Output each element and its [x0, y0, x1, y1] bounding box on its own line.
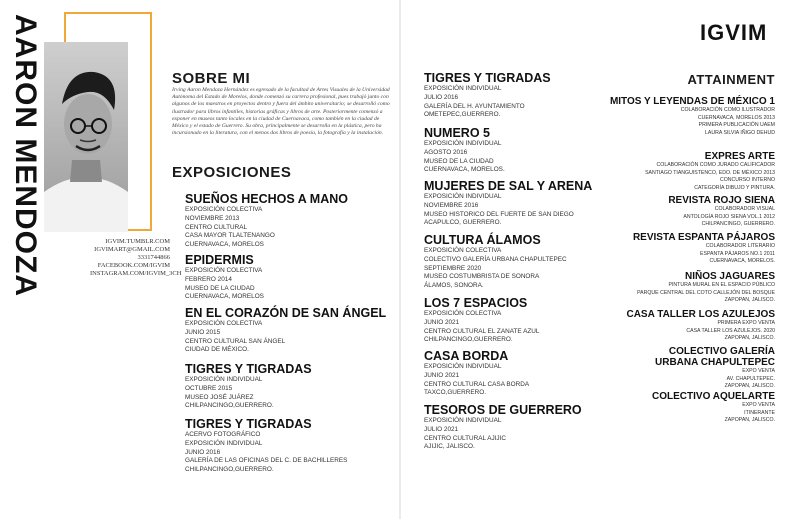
attainment-item: [590, 271, 775, 305]
attainment-detail: CHILPANCINGO, GUERRERO.: [701, 221, 775, 228]
exhibition-detail: GALERÍA DEL H. AYUNTAMIENTO: [424, 102, 525, 110]
exhibition-item: [185, 417, 410, 475]
attainment-detail: ANTOLOGÍA ROJO SIENA VOL.1 2012: [683, 213, 775, 220]
exhibition-detail: JUNIO 2015: [185, 328, 221, 336]
contact-email[interactable]: IGVIMART@GMAIL.COM: [94, 246, 170, 253]
about-bio: Irving Aaron Mendoza Hernández es egresado de la facultad de Artes Visuales de la Universidad Autónoma del Estado de Morelos, donde comenzó su carrera profesional, pues trabajó junto con algunos de los maestros en proyectos dentro y fuera del ámbito universitario; se desarrolló como ilustrador para libros infantiles, historias gráficas y libros de arte. Posteriormente comenzó a exponer en museos tanto locales en la ciudad de Cuernavaca, como también en la ciudad de México y el estado de Guerrero. Su obra, principalmente se desarrolla en la plástica, pero ha incursionado en la literatura, con el menos dos libros de poesía, la fotografía y la instalación.: [172, 87, 390, 137]
exhibition-detail: CUERNAVACA, MORELOS.: [424, 166, 505, 174]
contact-phone: 3331744866: [137, 254, 170, 261]
attainment-detail: SANTIAGO TIANGUISTENCO, EDO. DE MÉXICO 2013: [645, 169, 775, 176]
attainment-item: [640, 346, 775, 391]
attainment-item: [590, 151, 775, 192]
exhibition-title: CULTURA ÁLAMOS: [424, 233, 541, 247]
attainment-detail: PRIMERA EXPO VENTA: [717, 320, 775, 326]
attainment-detail: LAURA SILVIA IÑIGO DEHUD: [705, 129, 775, 136]
attainment-title: MITOS Y LEYENDAS DE MÉXICO 1: [609, 96, 775, 107]
attainment-detail: COLABORACIÓN COMO ILUSTRADOR: [680, 107, 775, 113]
exhibition-detail: OMETEPEC,GUERRERO.: [424, 111, 501, 119]
exhibition-detail: COLECTIVO GALERÍA URBANA CHAPULTEPEC: [424, 255, 567, 263]
exhibition-detail: NOVIEMBRE 2016: [424, 201, 479, 209]
exhibition-detail: EXPOSICIÓN INDIVIDUAL: [424, 417, 502, 424]
attainment-title: REVISTA ROJO SIENA: [668, 195, 775, 206]
exhibition-detail: JUNIO 2021: [424, 371, 460, 379]
attainment-detail: PARQUE CENTRAL DEL COTO CALLEJÓN DEL BOSQUE: [637, 289, 775, 296]
exhibition-title: SUEÑOS HECHOS A MANO: [185, 192, 348, 206]
attainment-detail: CUERNAVACA, MORELOS.: [709, 258, 775, 265]
brand-title: IGVIM: [700, 20, 768, 45]
attainment-detail: EXPO VENTA: [742, 368, 775, 374]
exhibition-item: [185, 253, 410, 302]
exhibition-title: EPIDERMIS: [185, 253, 254, 267]
exhibition-detail: CENTRO CULTURAL CASA BORDA: [424, 380, 530, 388]
exhibition-title: EN EL CORAZÓN DE SAN ÁNGEL: [185, 306, 387, 320]
exhibition-detail: EXPOSICIÓN COLECTIVA: [185, 206, 263, 213]
exhibition-detail: EXPOSICIÓN INDIVIDUAL: [185, 439, 263, 447]
exhibition-detail: GALERÍA DE LAS OFICINAS DEL C. DE BACHILLERES: [185, 457, 348, 465]
exhibition-detail: EXPOSICIÓN COLECTIVA: [185, 267, 263, 274]
exhibition-detail: CUERNAVACA, MORELOS: [185, 293, 264, 301]
exhibition-detail: CUERNAVACA, MORELOS: [185, 241, 264, 249]
attainment-detail: AV. CHAPULTEPEC.: [726, 375, 775, 382]
about-heading: SOBRE MI: [172, 70, 251, 87]
attainment-item: [590, 232, 775, 266]
attainment-item: [590, 309, 775, 343]
exhibition-title: TIGRES Y TIGRADAS: [424, 71, 551, 85]
exhibition-item: [185, 306, 410, 355]
exhibition-detail: EXPOSICIÓN INDIVIDUAL: [185, 376, 263, 383]
exhibition-detail: JULIO 2016: [424, 93, 459, 101]
attainment-detail: ESPANTA PÁJAROS NO.1 2011: [700, 250, 775, 257]
exhibitions-heading: EXPOSICIONES: [172, 164, 292, 181]
exhibition-detail: MUSEO COSTUMBRISTA DE SONORA: [424, 273, 540, 281]
exhibition-detail: CENTRO CULTURAL: [185, 223, 248, 231]
attainment-detail: COLABORADOR VISUAL: [714, 206, 775, 212]
exhibition-detail: JULIO 2021: [424, 425, 459, 433]
attainment-detail: ZAPOPAN, JALISCO.: [724, 297, 775, 304]
attainment-title: REVISTA ESPANTA PÁJAROS: [632, 232, 775, 243]
exhibition-title: TIGRES Y TIGRADAS: [185, 362, 312, 376]
author-name: AARON MENDOZA: [9, 14, 42, 297]
exhibition-item: [185, 362, 410, 411]
exhibition-detail: CIUDAD DE MÉXICO.: [185, 346, 249, 354]
exhibition-detail: EXPOSICIÓN INDIVIDUAL: [424, 193, 502, 200]
exhibition-detail: MUSEO HISTORICO DEL FUERTE DE SAN DIEGO: [424, 210, 574, 218]
exhibition-detail: EXPOSICIÓN INDIVIDUAL: [424, 363, 502, 370]
attainment-detail: CUERNAVACA, MORELOS 2013: [697, 114, 775, 121]
contact-list: [90, 238, 182, 278]
attainment-detail: PRIMERA PUBLICACIÓN UAEM: [698, 122, 775, 129]
exhibition-title: MUJERES DE SAL Y ARENA: [424, 179, 593, 193]
exhibition-detail: EXPOSICIÓN COLECTIVA: [424, 247, 502, 254]
attainment-heading: ATTAINMENT: [687, 72, 775, 87]
exhibition-detail: AGOSTO 2016: [424, 148, 468, 156]
exhibition-detail: CHILPANCINGO,GUERRERO.: [185, 466, 274, 474]
exhibition-detail: EXPOSICIÓN INDIVIDUAL: [424, 85, 502, 92]
attainment-detail: CASA TALLER LOS AZULEJOS. 2020: [686, 327, 775, 334]
author-name-vertical: [6, 14, 44, 297]
exhibition-detail: MUSEO DE LA CIUDAD: [185, 284, 255, 292]
exhibition-detail: EXPOSICIÓN COLECTIVA: [424, 310, 502, 317]
attainment-detail: ZAPOPAN, JALISCO.: [724, 335, 775, 342]
exhibition-detail: SEPTIEMBRE 2020: [424, 264, 482, 272]
attainment-title: CASA TALLER LOS AZULEJOS: [626, 309, 775, 320]
attainment-detail: CONCURSO INTERNO: [719, 177, 775, 184]
attainment-detail: CATEGORÍA DIBUJO Y PINTURA.: [694, 184, 775, 191]
portrait-illustration: [44, 42, 128, 232]
exhibition-detail: OCTUBRE 2015: [185, 384, 233, 392]
attainment-title: COLECTIVO AQUELARTE: [652, 391, 775, 402]
exhibition-item: [185, 192, 410, 250]
exhibition-detail: CASA MAYOR TLALTENANGO: [185, 232, 275, 240]
exhibition-detail: EXPOSICIÓN COLECTIVA: [185, 320, 263, 327]
attainment-title: COLECTIVO GALERÍA URBANA CHAPULTEPEC: [655, 346, 775, 368]
attainment-title: EXPRES ARTE: [704, 151, 775, 162]
exhibition-detail: JUNIO 2016: [185, 448, 221, 456]
attainment-detail: EXPO VENTA: [742, 402, 775, 408]
exhibition-detail: MUSEO DE LA CIUDAD: [424, 157, 494, 165]
attainment-detail: COLABORADOR LITERARIO: [705, 243, 775, 249]
exhibition-detail: CENTRO CULTURAL AJIJIC: [424, 434, 507, 442]
exhibition-detail: CENTRO CULTURAL SAN ÁNGEL: [185, 337, 286, 345]
contact-tumblr[interactable]: IGVIM.TUMBLR.COM: [105, 238, 170, 245]
attainment-detail: ZAPOPAN, JALISCO.: [724, 417, 775, 424]
attainment-detail: ITINERANTE: [744, 409, 775, 416]
exhibition-detail: ACERVO FOTOGRÁFICO: [185, 431, 261, 438]
attainment-item: [590, 195, 775, 229]
exhibition-detail: ACAPULCO, GUERRERO.: [424, 219, 502, 227]
exhibition-detail: CENTRO CULTURAL EL ZANATE AZUL: [424, 327, 540, 335]
exhibition-detail: AJIJIC, JALISCO.: [424, 443, 475, 451]
exhibition-detail: MUSEO JOSÉ JUÁREZ: [185, 393, 254, 401]
exhibition-detail: JUNIO 2021: [424, 318, 460, 326]
contact-facebook[interactable]: FACEBOOK.COM/IGVIM: [97, 262, 170, 269]
exhibition-detail: EXPOSICIÓN INDIVIDUAL: [424, 140, 502, 147]
exhibition-title: CASA BORDA: [424, 349, 509, 363]
attainment-title: NIÑOS JAGUARES: [684, 271, 775, 282]
contact-instagram[interactable]: INSTAGRAM.COM/IGVIM_3CH: [90, 270, 182, 277]
exhibition-title: TIGRES Y TIGRADAS: [185, 417, 312, 431]
exhibition-title: TESOROS DE GUERRERO: [424, 403, 582, 417]
exhibition-detail: NOVIEMBRE 2013: [185, 214, 240, 222]
attainment-item: [590, 96, 775, 137]
exhibition-detail: TAXCO,GUERRERO.: [424, 389, 487, 397]
author-portrait: [44, 42, 128, 232]
attainment-detail: PINTURA MURAL EN EL ESPACIO PÚBLICO: [668, 282, 775, 288]
attainment-item: [590, 391, 775, 425]
exhibition-detail: CHILPANCINGO,GUERRERO.: [424, 336, 513, 344]
attainment-detail: COLABORACIÓN COMO JURADO CALIFICADOR: [656, 162, 775, 168]
exhibition-detail: CHILPANCINGO,GUERRERO.: [185, 402, 274, 410]
exhibition-title: LOS 7 ESPACIOS: [424, 296, 528, 310]
exhibition-detail: ÁLAMOS, SONORA.: [424, 282, 484, 290]
exhibition-detail: FEBRERO 2014: [185, 275, 232, 283]
exhibition-title: NUMERO 5: [424, 126, 490, 140]
attainment-detail: ZAPOPAN, JALISCO.: [724, 383, 775, 390]
